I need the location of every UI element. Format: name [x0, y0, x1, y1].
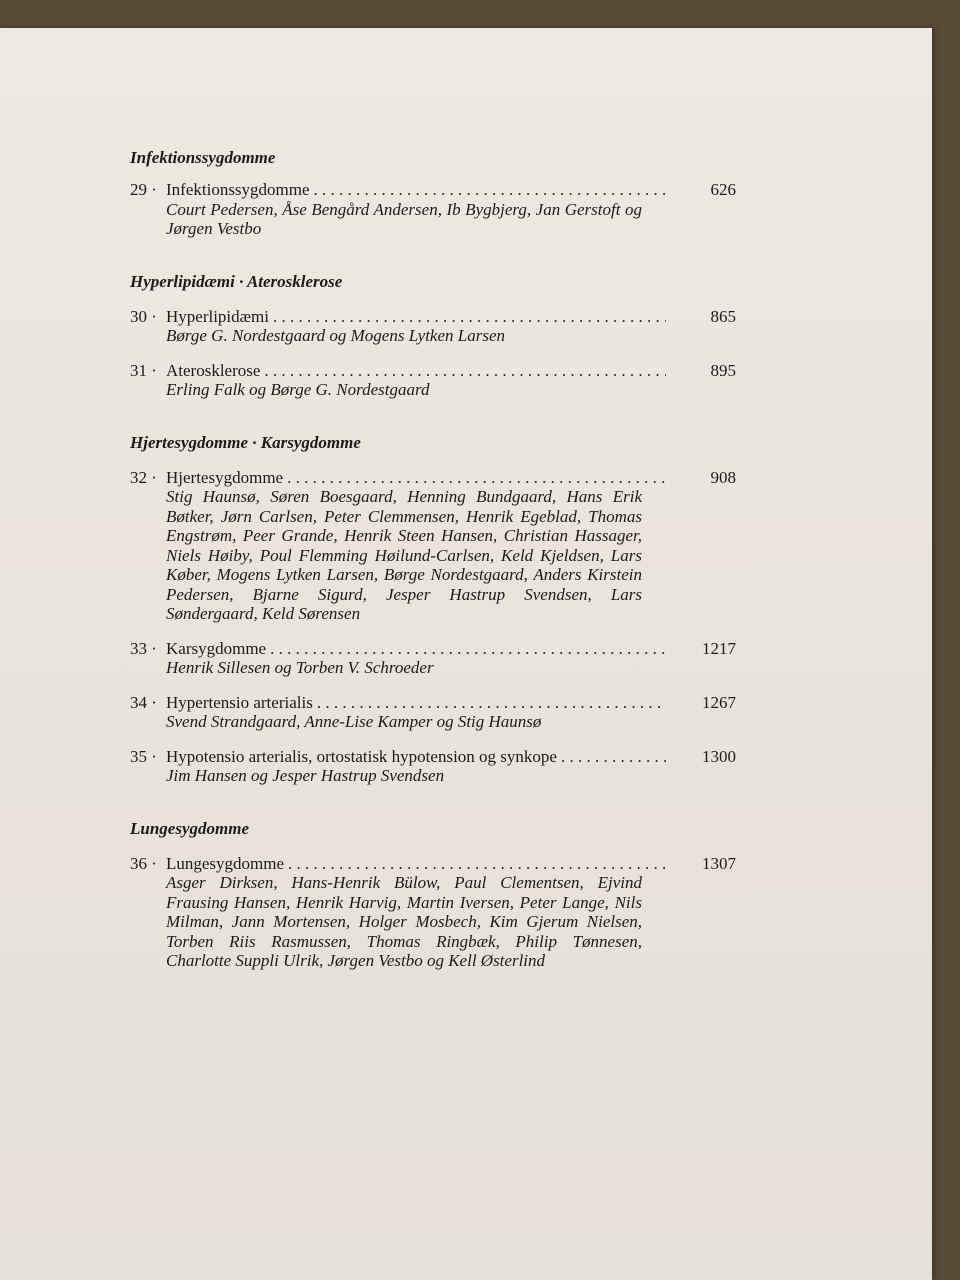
chapter-number: 33 ·	[130, 638, 157, 658]
leader-dots	[273, 307, 666, 327]
toc-entry	[130, 468, 736, 624]
page-number: 1267	[702, 692, 736, 712]
book-page	[0, 28, 932, 1280]
chapter-title: Hypertensio arterialis	[166, 692, 313, 712]
section-title: Hyperlipidæmi · Aterosklerose	[130, 271, 343, 291]
toc-entry	[130, 693, 736, 732]
toc-entry	[130, 639, 736, 678]
toc-entry	[130, 747, 736, 786]
chapter-number: 36 ·	[130, 853, 157, 873]
page-number: 1217	[702, 638, 736, 658]
chapter-authors: Stig Haunsø, Søren Boesgaard, Henning Bundgaard, Hans Erik Bøtker, Jørn Carlsen, Peter Clemmensen, Henrik Egeblad, Thomas Engstrøm, Peer Grande, Henrik Steen Hansen, Christian Hassager, Niels Høiby, Poul Flemming Høilund-Carlsen, Keld Kjeldsen, Lars Køber, Mogens Lytken Larsen, Børge Nordestgaard, Anders Kirstein Pedersen, Bjarne Sigurd, Jesper Hastrup Svendsen, Lars Søndergaard, Keld Sørensen	[166, 487, 642, 623]
page-number: 908	[710, 467, 736, 487]
toc-entry	[130, 361, 736, 400]
chapter-number: 34 ·	[130, 692, 157, 712]
chapter-number: 35 ·	[130, 746, 157, 766]
section-title: Hjertesygdomme · Karsygdomme	[130, 432, 361, 452]
table-of-contents	[130, 118, 736, 971]
chapter-title: Aterosklerose	[166, 360, 261, 380]
chapter-title: Hjertesygdomme	[166, 467, 284, 487]
page-number: 626	[710, 180, 736, 199]
toc-entry	[130, 854, 736, 971]
leader-dots	[288, 854, 666, 874]
chapter-authors: Børge G. Nordestgaard og Mogens Lytken Larsen	[166, 326, 505, 345]
chapter-number: 32 ·	[130, 467, 157, 487]
chapter-title: Infektionssygdomme	[166, 180, 310, 199]
leader-dots	[561, 747, 666, 767]
leader-dots	[317, 693, 666, 713]
chapter-number: 29 ·	[130, 180, 157, 199]
toc-entry	[130, 307, 736, 346]
chapter-title: Karsygdomme	[166, 638, 267, 658]
chapter-authors: Erling Falk og Børge G. Nordestgaard	[166, 380, 430, 399]
page-number: 1300	[702, 746, 736, 766]
chapter-title: Hypotensio arterialis, ortostatisk hypotension og synkope	[166, 746, 557, 766]
leader-dots	[264, 361, 666, 381]
page-number: 895	[710, 360, 736, 380]
leader-dots	[287, 468, 666, 488]
chapter-authors: Asger Dirksen, Hans-Henrik Bülow, Paul Clementsen, Ejvind Frausing Hansen, Henrik Harvig, Martin Iversen, Peter Lange, Nils Milman, Jann Mortensen, Holger Mosbech, Kim Gjerum Nielsen, Torben Riis Rasmussen, Thomas Ringbæk, Philip Tønnesen, Charlotte Suppli Ulrik, Jørgen Vestbo og Kell Østerlind	[166, 873, 642, 970]
chapter-authors: Jim Hansen og Jesper Hastrup Svendsen	[166, 766, 445, 785]
chapter-number: 31 ·	[130, 360, 157, 380]
chapter-authors: Svend Strandgaard, Anne-Lise Kamper og Stig Haunsø	[166, 712, 542, 731]
section-title: Lungesygdomme	[130, 818, 249, 838]
chapter-number: 30 ·	[130, 306, 157, 326]
page-number: 1307	[702, 853, 736, 873]
chapter-authors: Henrik Sillesen og Torben V. Schroeder	[166, 658, 434, 677]
chapter-authors: Court Pedersen, Åse Bengård Andersen, Ib Bygbjerg, Jan Gerstoft og Jørgen Vestbo	[166, 199, 642, 238]
chapter-title: Hyperlipidæmi	[166, 306, 269, 326]
leader-dots	[270, 639, 666, 659]
leader-dots	[314, 180, 666, 200]
toc-entry	[130, 180, 736, 239]
section-title: Infektionssygdomme	[130, 148, 276, 167]
chapter-title: Lungesygdomme	[166, 853, 285, 873]
page-number: 865	[710, 306, 736, 326]
